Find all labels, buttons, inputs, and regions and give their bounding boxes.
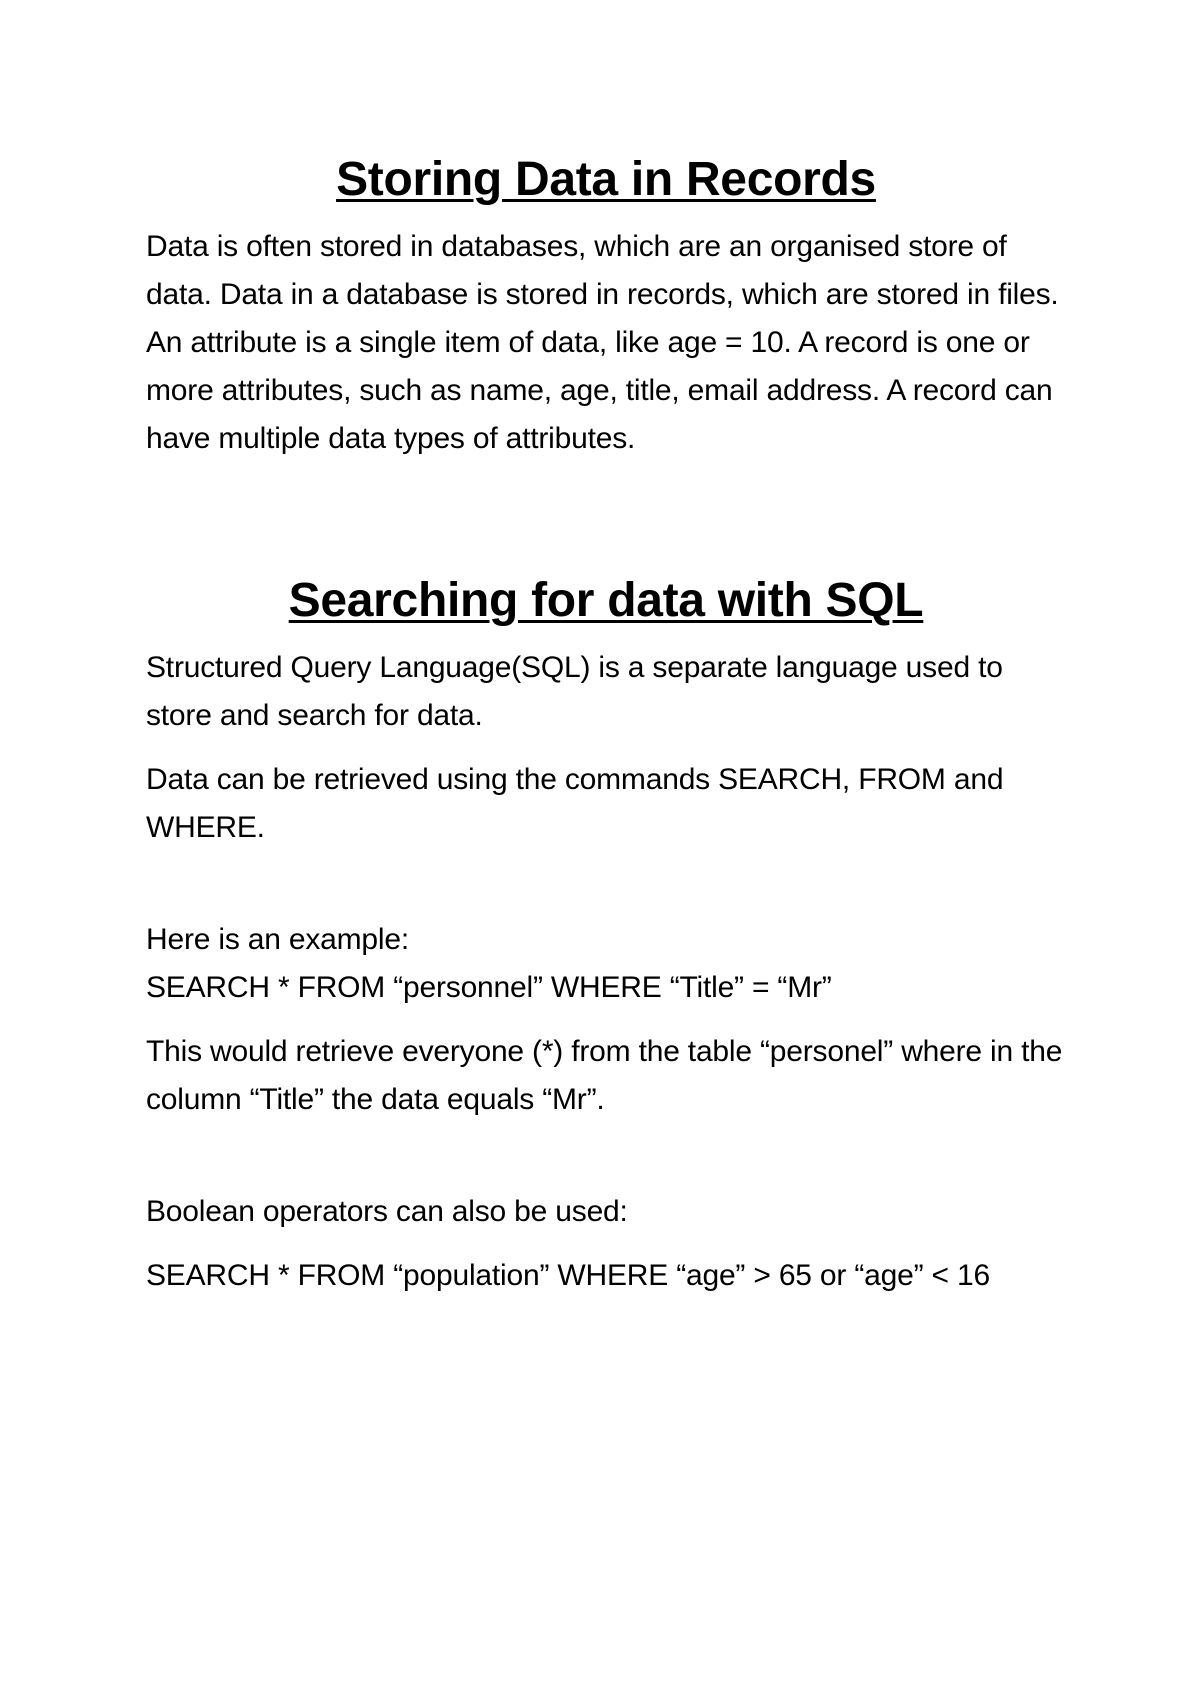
paragraph-example-explanation: This would retrieve everyone (*) from the table “personel” where in the column “Title” the data equals “Mr”.: [146, 1035, 1063, 1116]
paragraph-boolean-label: Boolean operators can also be used:: [146, 1195, 628, 1228]
document-content: [146, 150, 1066, 1300]
paragraph-sql-definition: Structured Query Language(SQL) is a separate language used to store and search for data.: [146, 651, 1003, 732]
paragraph-example-label: Here is an example:: [146, 923, 409, 956]
paragraph-records-intro: Data is often stored in databases, which are an organised store of data. Data in a database is stored in records, which are stored in files. An attribute is a single item of data, like age = 10. A record is one or more attributes, such as name, age, title, email address. A record can have multiple data types of attributes.: [146, 230, 1059, 455]
section-spacer: [146, 463, 1066, 571]
heading-searching-with-sql: Searching for data with SQL: [288, 574, 924, 627]
sql-example-query: SEARCH * FROM “personnel” WHERE “Title” = “Mr”: [146, 971, 832, 1004]
paragraph-sql-commands: Data can be retrieved using the commands SEARCH, FROM and WHERE.: [146, 763, 1004, 844]
heading-storing-data-in-records: Storing Data in Records: [336, 153, 876, 206]
sql-boolean-query: SEARCH * FROM “population” WHERE “age” > 65 or “age” < 16: [146, 1259, 990, 1292]
